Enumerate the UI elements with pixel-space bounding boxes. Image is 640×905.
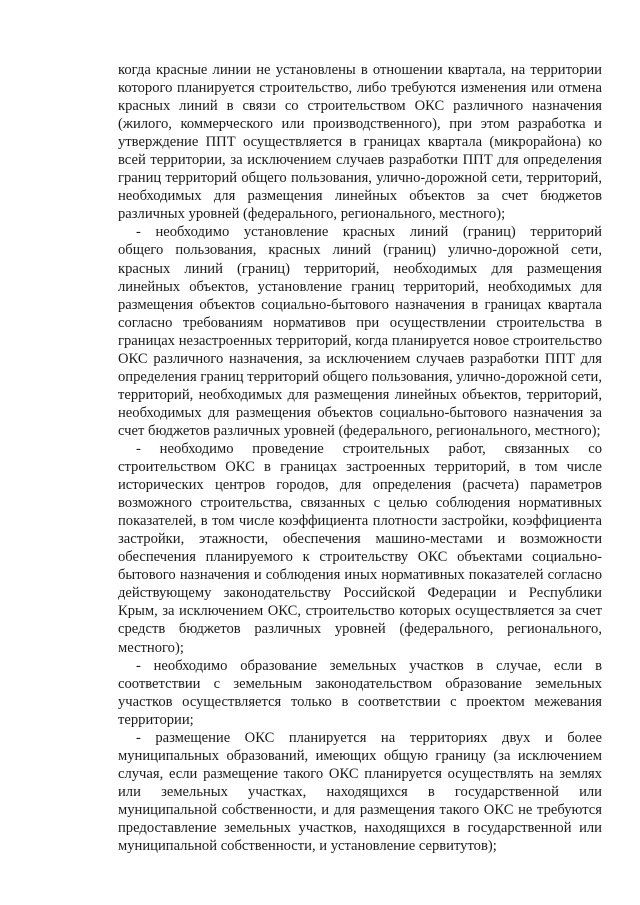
text-line: бытового назначения и соблюдения иных нормативных показателей согласно <box>118 567 602 584</box>
text-line: соответствии с земельным законодательством образование земельных <box>118 675 602 692</box>
text-line: или земельных участках, находящихся в государственной или <box>118 783 602 800</box>
text-line: границах незастроенных территорий, когда планируется новое строительство <box>118 332 602 349</box>
text-line: - необходимо установление красных линий (границ) территорий <box>136 224 602 241</box>
text-line: муниципальной собственности, и установление сервитутов); <box>118 838 497 855</box>
text-line: - необходимо образование земельных участков в случае, если в <box>136 657 602 674</box>
text-line: необходимых для размещения линейных объектов за счет бюджетов <box>118 188 602 205</box>
text-line: согласно требованиям нормативов при осуществлении строительства в <box>118 314 602 331</box>
text-line: застройки, этажности, обеспечения машино-местами и возможности <box>118 531 602 548</box>
text-line: Крым, за исключением ОКС, строительство которых осуществляется за счет <box>118 603 602 620</box>
text-line: всей территории, за исключением случаев разработки ППТ для определения <box>118 152 602 169</box>
document-body-text <box>118 61 602 855</box>
text-line: муниципальных образований, имеющих общую границу (за исключением <box>118 747 602 764</box>
text-line: территорий, необходимых для размещения линейных объектов, территорий, <box>118 386 602 403</box>
text-line: которого планируется строительство, либо требуются изменения или отмена <box>118 80 602 97</box>
text-line: границ территорий общего пользования, улично-дорожной сети, территорий, <box>118 170 602 187</box>
text-line: случая, если размещение такого ОКС планируется осуществлять на землях <box>118 765 602 782</box>
text-line: красных линий (границ) территорий, необходимых для размещения <box>118 260 602 277</box>
text-line: общего пользования, красных линий (границ) улично-дорожной сети, <box>118 242 602 259</box>
text-line: линейных объектов, установление границ территорий, необходимых для <box>118 278 602 295</box>
text-line: действующему законодательству Российской Федерации и Республики <box>118 585 602 602</box>
text-line: предоставление земельных участков, находящихся в государственной или <box>118 819 602 836</box>
text-line: исторических центров городов, для определения (расчета) параметров <box>118 477 602 494</box>
text-line: муниципальной собственности, и для размещения такого ОКС не требуются <box>118 801 602 818</box>
text-line: - размещение ОКС планируется на территориях двух и более <box>136 729 602 746</box>
text-line: определения границ территорий общего пользования, улично-дорожной сети, <box>118 368 602 385</box>
text-line: размещения объектов социально-бытового назначения в границах квартала <box>118 296 602 313</box>
text-line: местного); <box>118 639 184 656</box>
text-line: территории; <box>118 711 194 728</box>
text-line: когда красные линии не установлены в отношении квартала, на территории <box>118 62 602 78</box>
text-line: строительством ОКС в границах застроенных территорий, в том числе <box>118 459 602 476</box>
text-line: показателей, в том числе коэффициента плотности застройки, коэффициента <box>118 513 602 530</box>
text-line: обеспечения планируемого к строительству ОКС объектами социально- <box>118 549 602 566</box>
text-line: - необходимо проведение строительных работ, связанных со <box>136 440 602 457</box>
text-line: участков осуществляется только в соответствии с проектом межевания <box>118 693 602 710</box>
text-line: красных линий в связи со строительством ОКС различного назначения <box>118 98 602 115</box>
text-line: возможного строительства, связанных с целью соблюдения нормативных <box>118 495 602 512</box>
text-line: ОКС различного назначения, за исключением случаев разработки ППТ для <box>118 350 602 367</box>
text-line: счет бюджетов различных уровней (федерального, регионального, местного); <box>118 422 601 439</box>
text-line: различных уровней (федерального, регионального, местного); <box>118 206 506 223</box>
text-line: утверждение ППТ осуществляется в границах квартала (микрорайона) ко <box>118 134 602 151</box>
text-line: средств бюджетов различных уровней (федерального, регионального, <box>118 621 602 638</box>
text-line: (жилого, коммерческого или производственного), при этом разработка и <box>118 116 602 133</box>
text-line: необходимых для размещения объектов социально-бытового назначения за <box>118 404 602 421</box>
